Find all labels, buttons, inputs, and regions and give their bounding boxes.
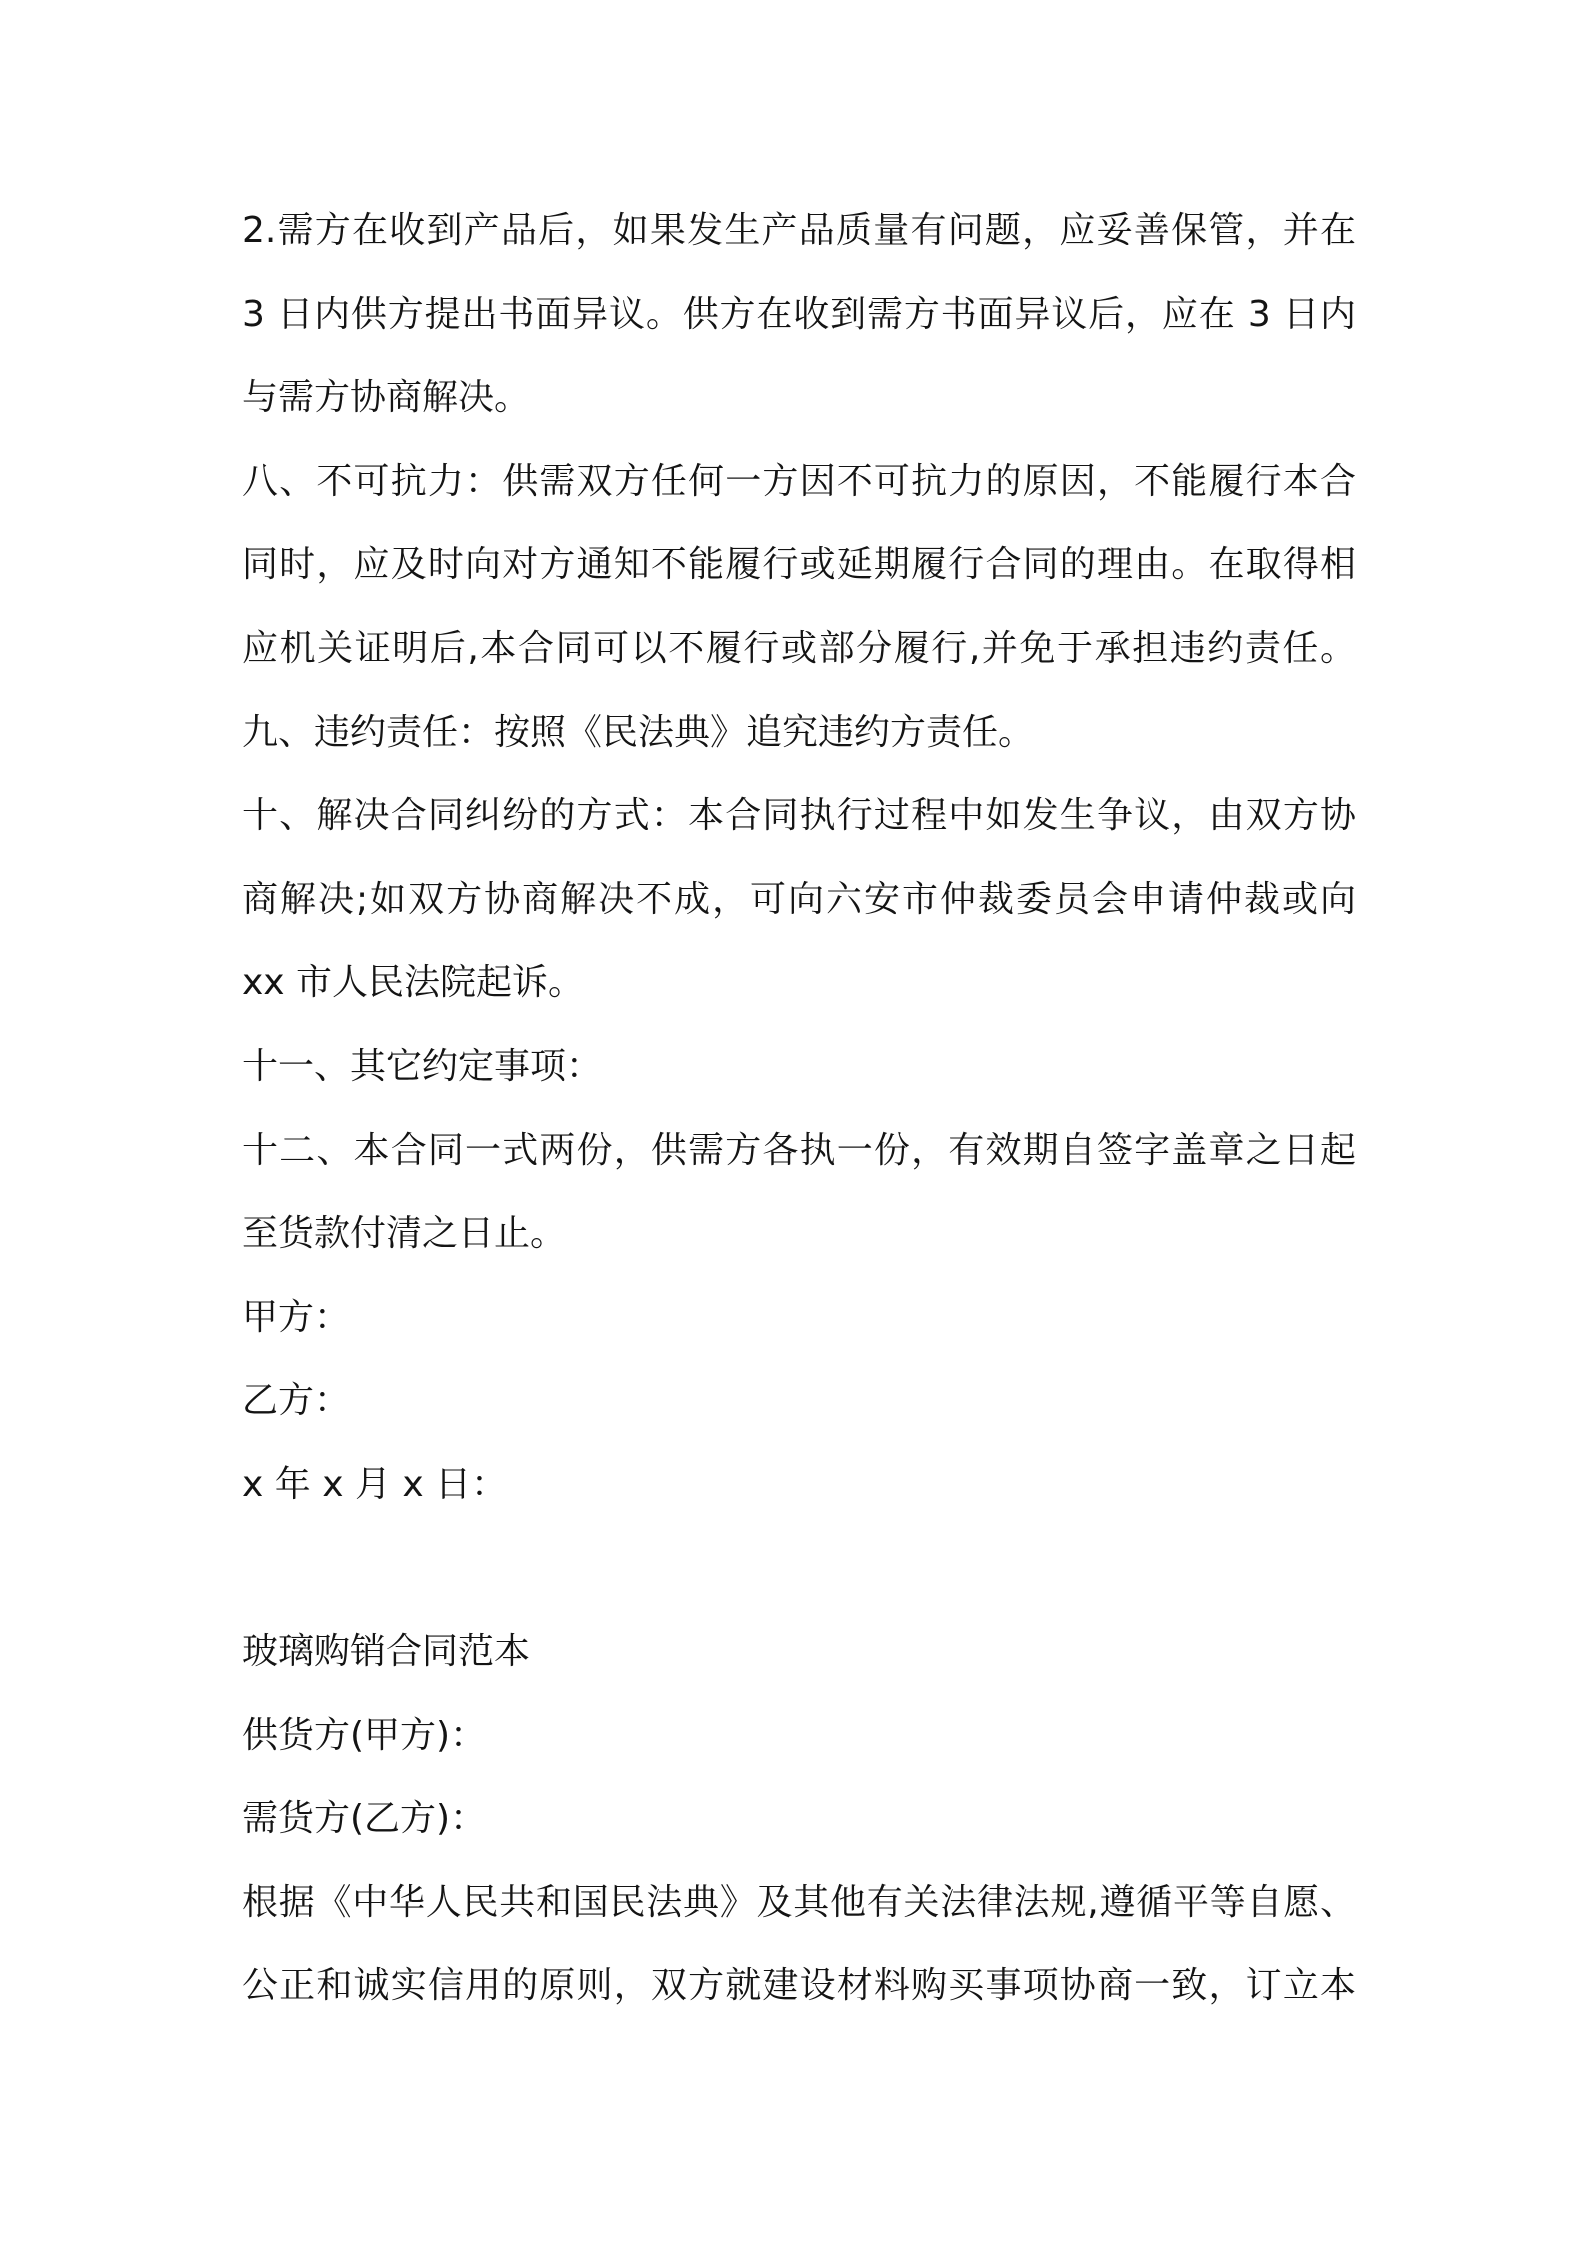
party-b-signature-label: 乙方： xyxy=(242,1380,351,1422)
text-line: 同时，应及时向对方通知不能履行或延期履行合同的理由。在取得相 xyxy=(242,544,1356,586)
preamble-line: 根据《中华人民共和国民法典》及其他有关法律法规,遵循平等自愿、 xyxy=(242,1881,1356,1923)
clause-dispute-resolution: 十、解决合同纠纷的方式：本合同执行过程中如发生争议，由双方协 xyxy=(242,795,1356,837)
party-a-signature-label: 甲方： xyxy=(242,1296,351,1338)
date-label: x 年 x 月 x 日： xyxy=(242,1463,508,1505)
clause-force-majeure: 八、不可抗力：供需双方任何一方因不可抗力的原因，不能履行本合 xyxy=(242,460,1356,502)
clause-copies-validity: 十二、本合同一式两份，供需方各执一份，有效期自签字盖章之日起 xyxy=(242,1129,1356,1171)
text-line: 应机关证明后,本合同可以不履行或部分履行,并免于承担违约责任。 xyxy=(242,627,1356,669)
text-line: xx 市人民法院起诉。 xyxy=(242,962,585,1004)
text-line: 2.需方在收到产品后，如果发生产品质量有问题，应妥善保管，并在 xyxy=(242,210,1356,251)
blank-line xyxy=(242,1527,1356,1611)
clause-breach-liability: 九、违约责任：按照《民法典》追究违约方责任。 xyxy=(242,711,1035,753)
text-line: 与需方协商解决。 xyxy=(242,377,531,419)
clause-other-matters: 十一、其它约定事项： xyxy=(242,1045,603,1087)
text-line: 至货款付清之日止。 xyxy=(242,1213,567,1255)
document-body xyxy=(242,189,1356,2028)
contract-title: 玻璃购销合同范本 xyxy=(242,1631,531,1673)
supplier-label: 供货方(甲方)： xyxy=(242,1714,487,1756)
buyer-label: 需货方(乙方)： xyxy=(242,1798,487,1840)
preamble-line: 公正和诚实信用的原则，双方就建设材料购买事项协商一致，订立本 xyxy=(242,1965,1356,2007)
text-line: 3 日内供方提出书面异议。供方在收到需方书面异议后，应在 3 日内 xyxy=(242,293,1356,335)
text-line: 商解决;如双方协商解决不成，可向六安市仲裁委员会申请仲裁或向 xyxy=(242,878,1356,920)
